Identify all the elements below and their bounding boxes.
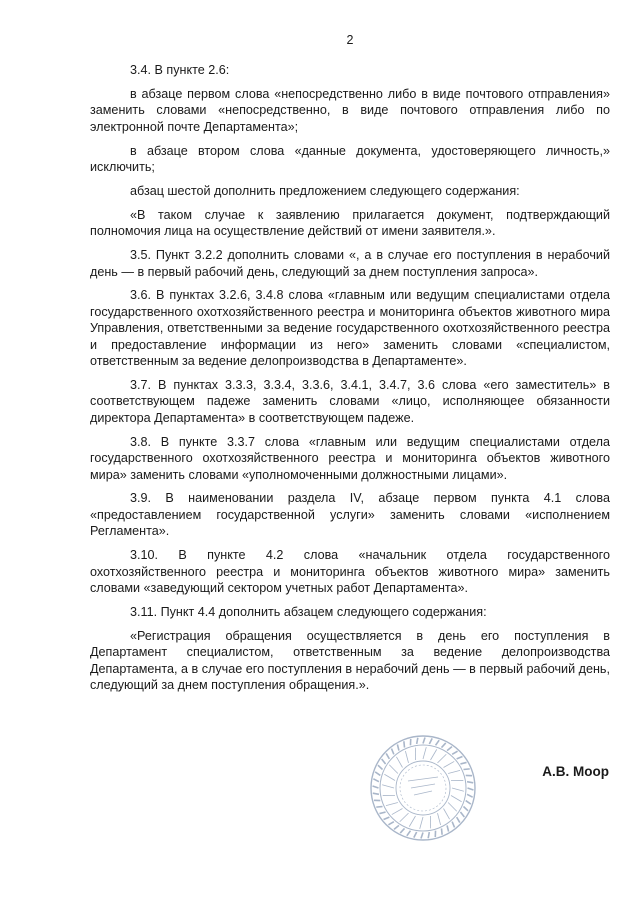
paragraph-3-11-quote: «Регистрация обращения осуществляется в день его поступления в Департамент специалистом, ответственным за ведение делопроизводства Департамента, а в случае его поступления в нерабочий день — в первый рабочий день, следующий за днем поступления обращения.».: [90, 628, 610, 692]
page-number: 2: [346, 33, 354, 47]
signer-name: А.В. Моор: [542, 764, 609, 779]
paragraph-3-4-sixth: абзац шестой дополнить предложением следующего содержания:: [130, 183, 520, 198]
paragraph-3-6: 3.6. В пунктах 3.2.6, 3.4.8 слова «главным или ведущим специалистами отдела государственного охотхозяйственного реестра и мониторинга объектов животного мира Управления, ответственными за ведение государственного охотхозяйственного реестра и предоставление информации из него» заменить словами «специалистом, ответственным за ведение делопроизводства в Департаменте».: [90, 288, 610, 369]
paragraph-3-4-quote: «В таком случае к заявлению прилагается документ, подтверждающий полномочия лица на осуществление действий от имени заявителя.».: [90, 207, 610, 239]
paragraph-3-8: 3.8. В пункте 3.3.7 слова «главным или ведущим специалистами отдела государственного охотхозяйственного реестра и мониторинга объектов животного мира» заменить словами «уполномоченными должностными лицами».: [90, 434, 610, 482]
official-seal-icon: [368, 733, 478, 843]
paragraph-3-10: 3.10. В пункте 4.2 слова «начальник отдела государственного охотхозяйственного реестра и мониторинга объектов животного мира» заменить словами «заведующий сектором учетных работ Департамента».: [90, 548, 610, 595]
paragraph-3-11: 3.11. Пункт 4.4 дополнить абзацем следующего содержания:: [130, 604, 487, 619]
paragraph-3-4-second: в абзаце втором слова «данные документа, удостоверяющего личность,» исключить;: [90, 143, 610, 175]
paragraph-3-7: 3.7. В пунктах 3.3.3, 3.3.4, 3.3.6, 3.4.1, 3.4.7, 3.6 слова «его заместитель» в соответствующем падеже заменить словами «лицо, исполняющее обязанности директора Департамента» в соответствующем падеже.: [90, 378, 610, 425]
paragraph-3-5: 3.5. Пункт 3.2.2 дополнить словами «, а в случае его поступления в нерабочий день — в первый рабочий день, следующий за днем поступления запроса».: [90, 248, 610, 279]
paragraph-3-4: 3.4. В пункте 2.6:: [130, 63, 230, 77]
paragraph-3-9: 3.9. В наименовании раздела IV, абзаце первом пункта 4.1 слова «предоставлением государственной услуги» заменить словами «исполнением Регламента».: [90, 491, 610, 539]
paragraph-3-4-first: в абзаце первом слова «непосредственно либо в виде почтового отправления» заменить словами «непосредственно, в виде почтового отправления либо по электронной почте Департамента»;: [90, 86, 610, 134]
document-body: [90, 62, 610, 701]
